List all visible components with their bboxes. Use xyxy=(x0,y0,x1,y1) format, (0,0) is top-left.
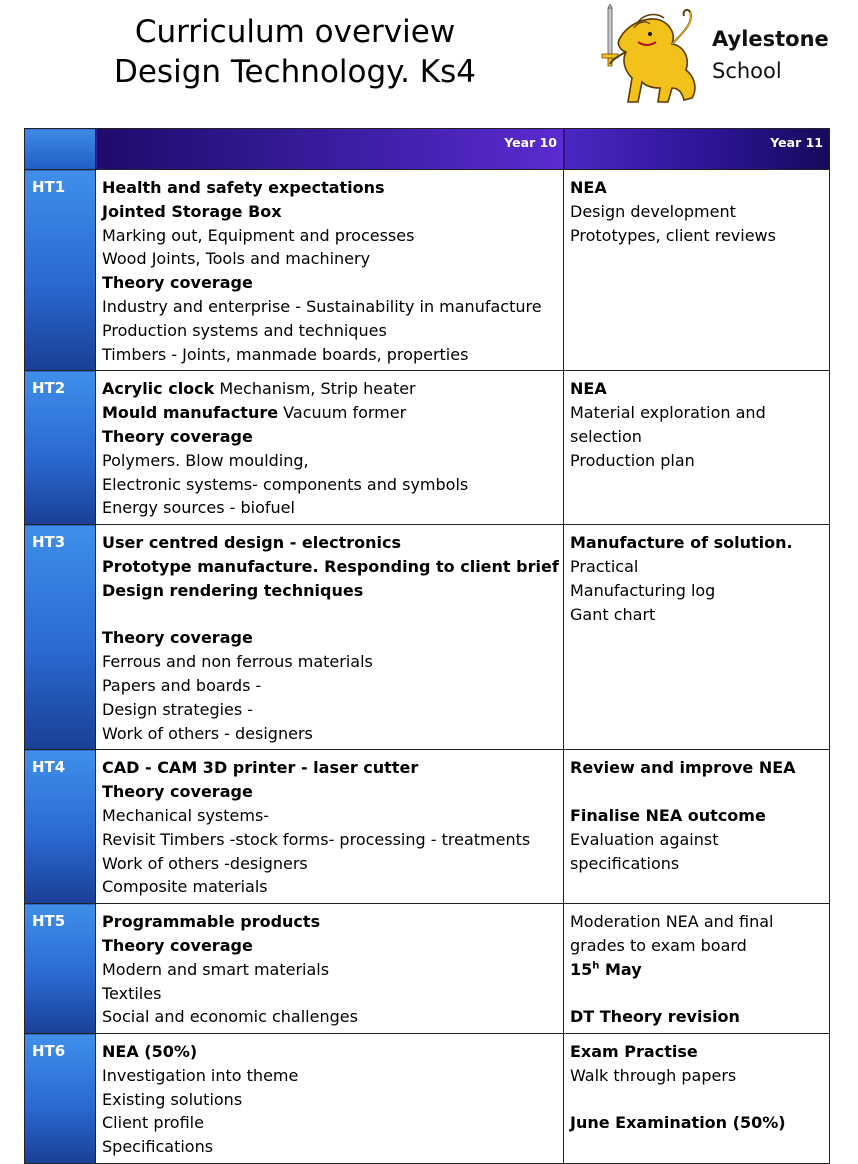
cell-line: selection xyxy=(570,426,642,446)
cell-line: Work of others - designers xyxy=(102,723,313,743)
header-year-11: Year 11 xyxy=(564,129,830,170)
cell-line xyxy=(102,401,557,425)
cell-line: Client profile xyxy=(102,1113,204,1133)
table-row xyxy=(25,1034,830,1164)
lion-with-sword-icon xyxy=(598,4,828,108)
header-year-10: Year 10 xyxy=(96,129,564,170)
cell-line: Specifications xyxy=(102,1137,214,1157)
cell-line: Modern and smart materials xyxy=(102,959,330,979)
regular-text: Vacuum former xyxy=(278,403,407,423)
term-cell: HT1 xyxy=(25,170,96,371)
cell-line xyxy=(102,603,557,627)
cell-line: Theory coverage xyxy=(102,273,253,293)
regular-text: Mechanism, Strip heater xyxy=(214,379,416,399)
cell-line: Health and safety expectations xyxy=(102,178,385,197)
date-number: 15 xyxy=(570,959,593,979)
date-month: May xyxy=(599,959,642,979)
table-body xyxy=(25,170,830,1164)
page-title xyxy=(90,12,500,92)
cell-line: Wood Joints, Tools and machinery xyxy=(102,249,371,269)
year-10-cell xyxy=(96,371,564,525)
cell-line: Prototype manufacture. Responding to client brief xyxy=(102,556,559,576)
table-row xyxy=(25,750,830,904)
cell-line: June Examination (50%) xyxy=(570,1113,786,1133)
cell-line: Gant chart xyxy=(570,604,656,624)
cell-line xyxy=(570,982,823,1006)
title-line-2: Design Technology. Ks4 xyxy=(113,54,477,90)
title-line-1: Curriculum overview xyxy=(134,14,456,50)
year-10-cell xyxy=(96,1034,564,1164)
cell-line: Review and improve NEA xyxy=(570,758,796,778)
cell-line: Revisit Timbers -stock forms- processing - treatments xyxy=(102,829,531,849)
term-cell: HT5 xyxy=(25,904,96,1034)
cell-line: Prototypes, client reviews xyxy=(570,225,776,245)
cell-line: Jointed Storage Box xyxy=(102,201,282,221)
term-cell: HT2 xyxy=(25,371,96,525)
cell-line: Industry and enterprise - Sustainability in manufacture xyxy=(102,296,542,316)
cell-line: Papers and boards - xyxy=(102,675,262,695)
year-10-cell xyxy=(96,750,564,904)
cell-line: Energy sources - biofuel xyxy=(102,498,295,518)
cell-line: Polymers. Blow moulding, xyxy=(102,450,309,470)
cell-line: Theory coverage xyxy=(102,426,253,446)
table-row xyxy=(25,525,830,750)
cell-line xyxy=(570,780,823,804)
cell-line: NEA xyxy=(570,379,607,399)
header-blank-cell xyxy=(25,129,96,170)
cell-line: Marking out, Equipment and processes xyxy=(102,225,415,245)
cell-line: User centred design - electronics xyxy=(102,533,401,553)
cell-line: Practical xyxy=(570,556,639,576)
table-row xyxy=(25,170,830,371)
cell-line: Composite materials xyxy=(102,877,268,897)
cell-line: Electronic systems- components and symbols xyxy=(102,474,469,494)
cell-line: Manufacturing log xyxy=(570,580,716,600)
cell-line: DT Theory revision xyxy=(570,1007,740,1027)
logo-subtitle: School xyxy=(712,59,782,83)
term-cell: HT3 xyxy=(25,525,96,750)
cell-line: Programmable products xyxy=(102,912,321,932)
cell-line: Theory coverage xyxy=(102,935,253,955)
year-11-cell xyxy=(564,170,830,371)
curriculum-table xyxy=(24,128,830,1164)
cell-line: Material exploration and xyxy=(570,403,766,423)
cell-line: Mechanical systems- xyxy=(102,805,270,825)
cell-line: Moderation NEA and final xyxy=(570,912,774,932)
cell-line: Ferrous and non ferrous materials xyxy=(102,652,373,672)
year-11-cell xyxy=(564,750,830,904)
cell-line: Production systems and techniques xyxy=(102,320,387,340)
cell-line: Theory coverage xyxy=(102,782,253,802)
cell-line: Design strategies - xyxy=(102,699,254,719)
cell-line: Design development xyxy=(570,201,736,221)
cell-line: Manufacture of solution. xyxy=(570,533,793,553)
year-11-cell xyxy=(564,371,830,525)
table-row xyxy=(25,371,830,525)
cell-line: Production plan xyxy=(570,450,695,470)
term-cell: HT4 xyxy=(25,750,96,904)
cell-line xyxy=(102,377,557,401)
cell-line: Exam Practise xyxy=(570,1042,698,1062)
year-10-cell xyxy=(96,170,564,371)
cell-line: NEA xyxy=(570,178,607,197)
year-11-cell xyxy=(564,904,830,1034)
cell-line xyxy=(570,1088,823,1112)
cell-line: Existing solutions xyxy=(102,1089,243,1109)
cell-line: Timbers - Joints, manmade boards, properties xyxy=(102,344,469,364)
cell-line: CAD - CAM 3D printer - laser cutter xyxy=(102,758,419,778)
cell-line: Theory coverage xyxy=(102,628,253,648)
cell-line: Design rendering techniques xyxy=(102,580,364,600)
bold-text: Acrylic clock xyxy=(102,379,215,399)
cell-line: Work of others -designers xyxy=(102,853,308,873)
table-header-row xyxy=(25,129,830,170)
cell-line: Investigation into theme xyxy=(102,1065,299,1085)
cell-line: Walk through papers xyxy=(570,1065,737,1085)
cell-line: Evaluation against xyxy=(570,829,719,849)
bold-text: Mould manufacture xyxy=(102,403,279,423)
logo-name: Aylestone xyxy=(712,27,829,51)
table-row xyxy=(25,904,830,1034)
term-cell: HT6 xyxy=(25,1034,96,1164)
year-11-cell xyxy=(564,525,830,750)
cell-line: Textiles xyxy=(102,983,162,1003)
year-10-cell xyxy=(96,525,564,750)
cell-line xyxy=(570,958,823,982)
cell-line: specifications xyxy=(570,853,680,873)
cell-line: grades to exam board xyxy=(570,935,747,955)
date-suffix: h xyxy=(592,960,600,972)
cell-line: Finalise NEA outcome xyxy=(570,805,766,825)
year-11-cell xyxy=(564,1034,830,1164)
cell-line: Social and economic challenges xyxy=(102,1007,358,1027)
year-10-cell xyxy=(96,904,564,1034)
cell-line: NEA (50%) xyxy=(102,1042,198,1062)
